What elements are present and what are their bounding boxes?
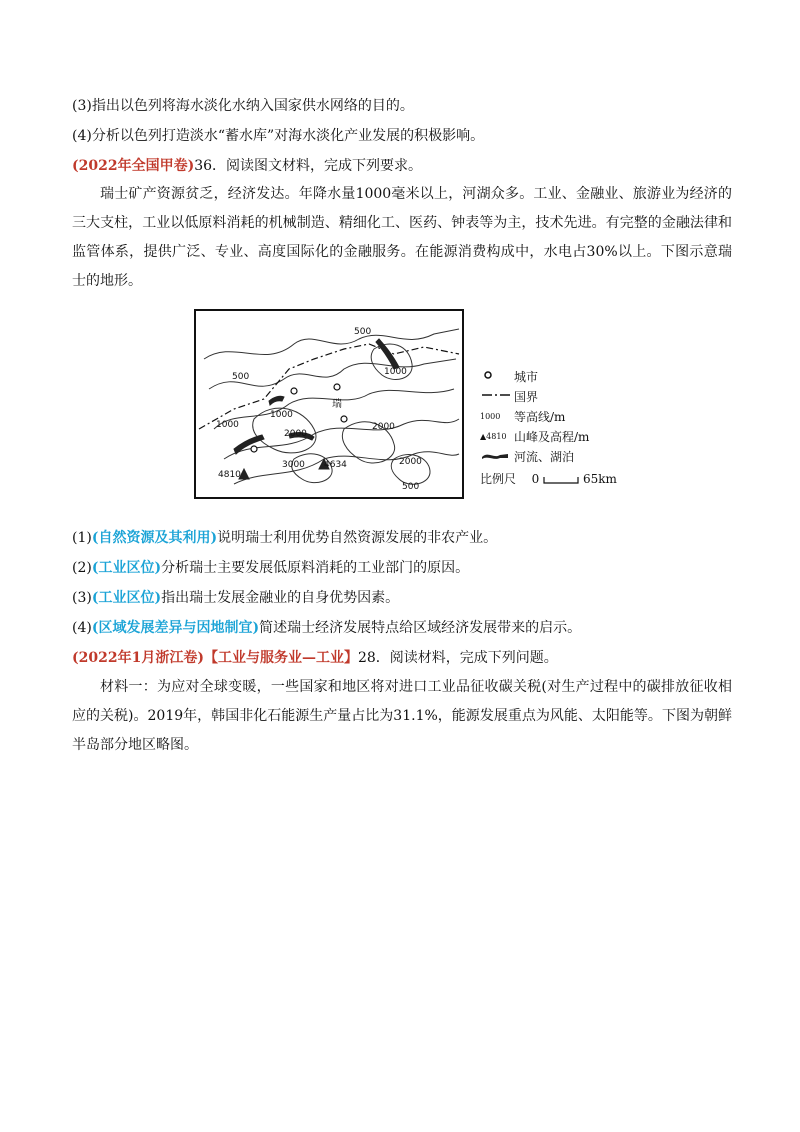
switzerland-terrain-map xyxy=(194,309,464,499)
peak-triangle-icon: ▲ xyxy=(480,432,487,441)
exam-question-text: 28．阅读材料，完成下列问题。 xyxy=(357,650,558,666)
contour-label: 3000 xyxy=(282,460,305,470)
exam-header-1 xyxy=(72,156,422,176)
exam-source-tag: (2022年1月浙江卷) xyxy=(72,650,204,666)
map-legend xyxy=(480,364,640,494)
question-1: (1)(自然资源及其利用)说明瑞士利用优势自然资源发展的非农产业。 xyxy=(72,530,498,546)
border-line-icon xyxy=(480,389,510,401)
contour-label: 2000 xyxy=(284,429,307,439)
legend-peak: ▲4810 山峰及高程/m xyxy=(480,430,590,444)
exam-question-text: 36．阅读图文材料，完成下列要求。 xyxy=(194,158,423,174)
contour-label: 1000 xyxy=(270,410,293,420)
scale-bar-icon xyxy=(543,475,579,485)
question-4: (4)(区域发展差异与因地制宜)简述瑞士经济发展特点给区域经济发展带来的启示。 xyxy=(72,620,582,636)
question-3-prev: (3)指出以色列将海水淡化水纳入国家供水网络的目的。 xyxy=(72,98,414,114)
river-lake-icon xyxy=(480,449,510,461)
contour-label: 1000 xyxy=(384,367,407,377)
question-4-prev: (4)分析以色列打造淡水“蓄水库”对海水淡化产业发展的积极影响。 xyxy=(72,128,485,144)
peak-label: 4810 xyxy=(218,470,241,480)
contour-label: 2000 xyxy=(372,422,395,432)
exam-source-tag: (2022年全国甲卷) xyxy=(72,158,195,174)
map-city-label: 瑞 xyxy=(332,399,342,410)
passage-switzerland: 瑞士矿产资源贫乏，经济发达。年降水量1000毫米以上，河湖众多。工业、金融业、旅游业为经济的三大支柱，工业以低原料消耗的机械制造、精细化工、医药、钟表等为主，技术先进。有完整的金融法律和监管体系，提供广泛、专业、高度国际化的金融服务。在能源消费构成中，水电占30%以上。下图示意瑞士的地形。 xyxy=(72,186,732,289)
city-circle-icon xyxy=(480,369,510,381)
exam-topic-tag: 【工业与服务业—工业】 xyxy=(203,650,358,666)
question-topic-tag: (区域发展差异与因地制宜) xyxy=(91,620,260,636)
contour-label: 500 xyxy=(402,482,420,492)
legend-border: 国界 xyxy=(480,388,538,404)
legend-contour: 1000 等高线/m xyxy=(480,410,566,424)
question-topic-tag: (自然资源及其利用) xyxy=(91,530,218,546)
peak-label: 4634 xyxy=(324,460,347,470)
contour-label: 1000 xyxy=(216,420,239,430)
legend-city: 城市 xyxy=(480,368,538,384)
question-3: (3)(工业区位)指出瑞士发展金融业的自身优势因素。 xyxy=(72,590,400,606)
legend-scale: 比例尺 0 65km xyxy=(480,472,617,486)
question-topic-tag: (工业区位) xyxy=(91,560,162,576)
legend-river: 河流、湖泊 xyxy=(480,448,574,464)
contour-label: 500 xyxy=(354,327,372,337)
question-topic-tag: (工业区位) xyxy=(91,590,162,606)
contour-label: 2000 xyxy=(399,457,422,467)
contour-label: 500 xyxy=(232,372,250,382)
exam-header-2 xyxy=(72,648,558,668)
passage-korea: 材料一：为应对全球变暖，一些国家和地区将对进口工业品征收碳关税(对生产过程中的碳排放征收相应的关税)。2019年，韩国非化石能源生产量占比为31.1%，能源发展重点为风能、太阳能等。下图为朝鲜半岛部分地区略图。 xyxy=(72,679,732,753)
question-2: (2)(工业区位)分析瑞士主要发展低原料消耗的工业部门的原因。 xyxy=(72,560,470,576)
